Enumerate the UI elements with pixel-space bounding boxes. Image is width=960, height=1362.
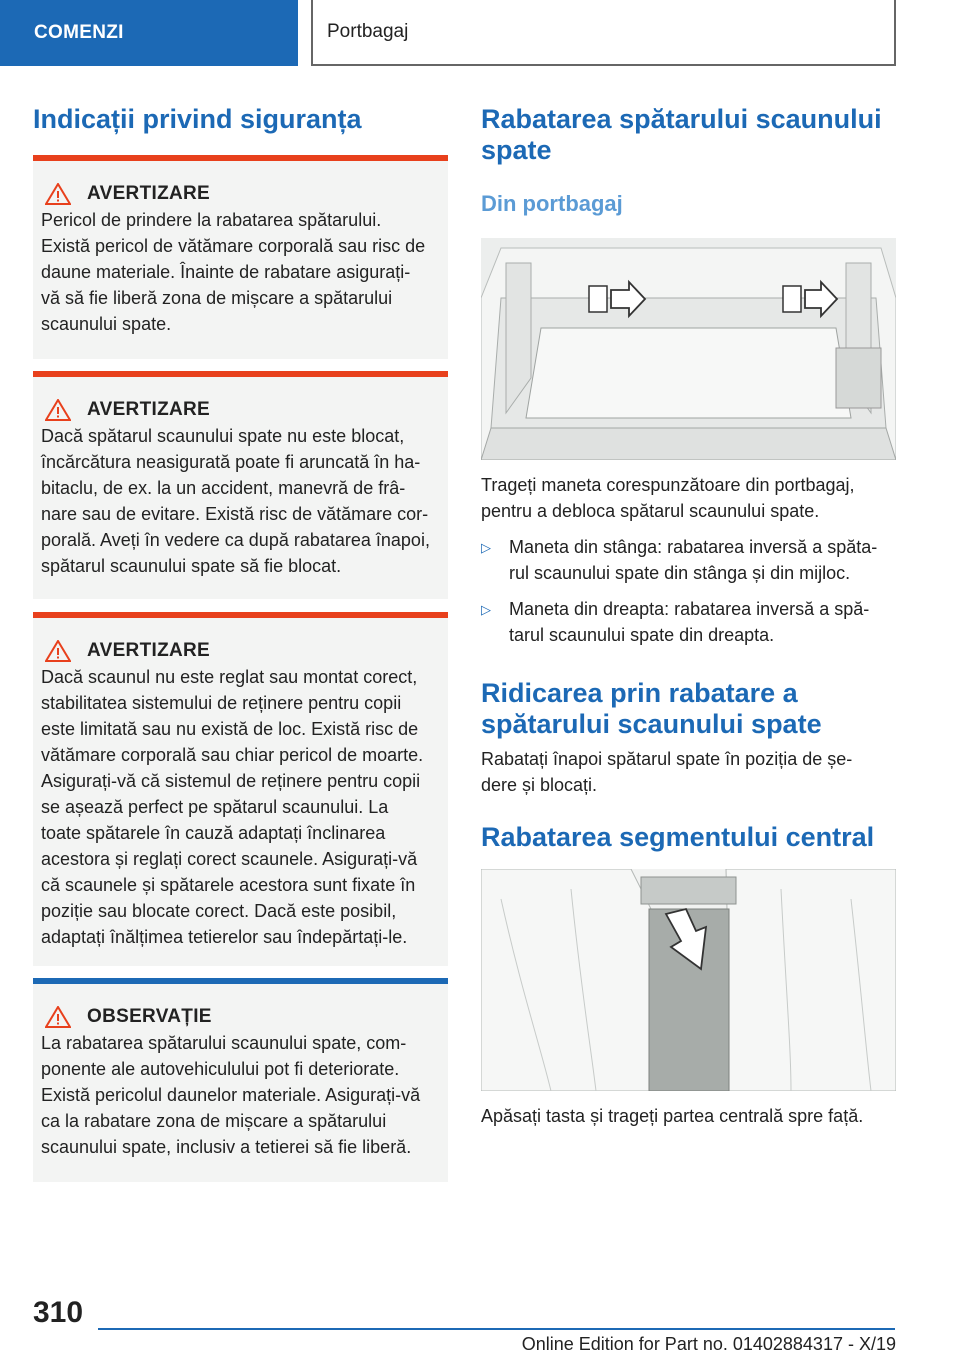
warning-title: AVERTIZARE [87,183,210,204]
edition-label: Online Edition for Part no. 01402884317 - X/19 [521,1334,896,1354]
warning-box-2 [33,371,448,599]
bullet-triangle-icon: ▷ [481,602,491,617]
footer-divider [98,1328,895,1330]
warning-triangle-icon [45,640,71,662]
note-text: La rabatarea spătarului scaunului spate, com- ponente ale autovehiculului pot fi deteriorate. Există pericolul daunelor materiale. Asigurați-vă ca la rabatare zona de mișcare a spătarului scaunului spate, inclusiv a tetierei să fie liberă. [41,1033,421,1157]
chapter-tab[interactable]: COMENZI [0,0,298,66]
raise-instruction: Rabatați înapoi spătarul spate în poziția de șe- dere și blocați. [481,749,853,795]
right-column [481,96,896,1129]
fold-backrest-heading: Rabatarea spătarului scaunului spate [481,104,882,165]
from-trunk-subheading: Din portbagaj [481,191,623,216]
center-segment-instruction: Apăsați tasta și trageți partea centrală spre față. [481,1106,864,1126]
warning-triangle-icon [45,1006,71,1028]
list-item: ▷ Maneta din dreapta: rabatarea inversă a spă- tarul scaunului spate din dreapta. [481,596,896,648]
center-segment-heading: Rabatarea segmentului central [481,822,875,852]
warning-triangle-icon [45,399,71,421]
warning-text: Pericol de prindere la rabatarea spătarului. Există pericol de vătămare corporală sau risc de daune materiale. Înainte de rabatare asigurați- vă să fie liberă zona de mișcare a spătarului scaunului spate. [41,210,426,334]
note-box [33,978,448,1182]
warning-title: AVERTIZARE [87,399,210,420]
warning-title: AVERTIZARE [87,640,210,661]
warning-box-1 [33,155,448,359]
warning-triangle-icon [45,183,71,205]
page-number: 310 [33,1296,84,1329]
warning-text: Dacă scaunul nu este reglat sau montat corect, stabilitatea sistemului de reținere pentru copii este limitată sau nu există de loc. Există risc de vătămare corporală sau chiar pericol de moarte. Asigurați-vă că sistemul de reținere pentru copii se așează perfect pe spătarul scaunului. La toate spătarele în cauză adaptați înclinarea acestora și reglați corect scaunele. Asigurați-vă că scaunele și spătarele acestora sunt fixate în poziție sau blocate corect. Dacă este posibil, adaptați înălțimea tetierelor sau îndepărtați-le. [41,667,424,947]
warning-text: Dacă spătarul scaunului spate nu este blocat, încărcătura neasigurată poate fi aruncată în ha- bitaclu, de ex. la un accident, manevră de frâ- nare sau de evitare. Există risc de vătămare cor- porală. Aveți în vedere ca după rabatarea înapoi, spătarul scaunului spate să fie blocat. [41,426,430,576]
section-title: Portbagaj [311,0,896,66]
safety-heading: Indicații privind siguranța [33,104,362,134]
warning-box-3 [33,612,448,966]
left-column [33,96,448,1182]
rear-seat-illustration [481,869,896,1091]
trunk-illustration [481,238,896,460]
trunk-instruction: Trageți maneta corespunzătoare din portbagaj, pentru a debloca spătarul scaunului spate. [481,475,855,521]
raise-backrest-heading: Ridicarea prin rabatare a spătarului scaunului spate [481,678,822,739]
bullet-triangle-icon: ▷ [481,540,491,555]
list-item: ▷ Maneta din stânga: rabatarea inversă a spăta- rul scaunului spate din stânga și din mijloc. [481,534,896,586]
note-title: OBSERVAȚIE [87,1006,212,1027]
